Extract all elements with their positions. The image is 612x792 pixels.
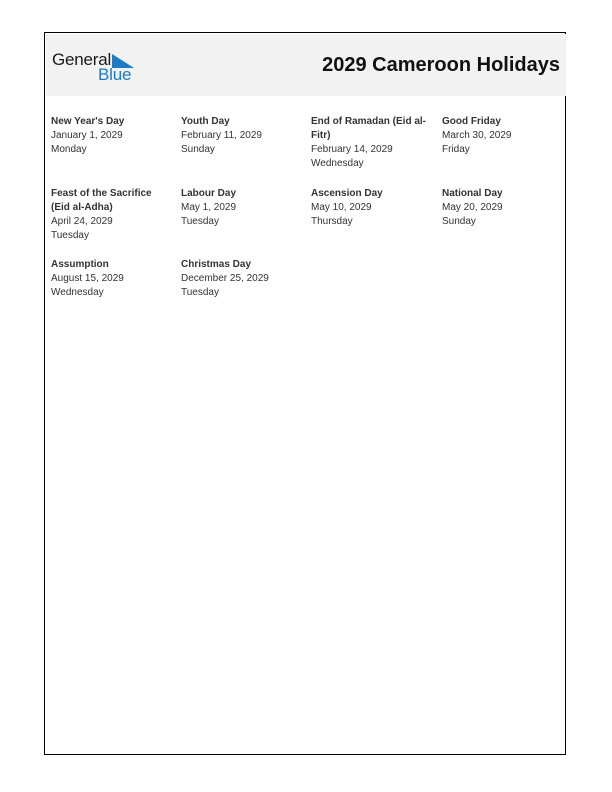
holiday-name: New Year's Day (51, 116, 125, 127)
holiday-item (181, 258, 305, 300)
holiday-item (181, 115, 305, 157)
holiday-item (442, 187, 566, 229)
holiday-item (311, 187, 435, 229)
page-title: 2029 Cameroon Holidays (322, 54, 560, 76)
holiday-date: December 25, 2029 (181, 273, 269, 284)
holiday-date: April 24, 2029 (51, 216, 113, 227)
holiday-weekday: Tuesday (181, 287, 219, 298)
holiday-date: February 11, 2029 (181, 130, 262, 141)
holiday-name: Ascension Day (311, 188, 383, 199)
holiday-weekday: Sunday (181, 144, 215, 155)
header-band (46, 34, 566, 96)
holiday-weekday: Thursday (311, 216, 353, 227)
holiday-weekday: Monday (51, 144, 87, 155)
holiday-name: Christmas Day (181, 259, 252, 270)
holiday-name: Youth Day (181, 116, 230, 127)
holiday-name: National Day (442, 188, 503, 199)
holiday-name: End of Ramadan (Eid al-Fitr) (311, 116, 427, 141)
holiday-date: May 20, 2029 (442, 202, 503, 213)
holiday-item (311, 115, 431, 171)
holiday-weekday: Sunday (442, 216, 476, 227)
holiday-weekday: Tuesday (181, 216, 219, 227)
holiday-name: Feast of the Sacrifice (Eid al-Adha) (51, 188, 152, 213)
logo-word-general: General (52, 50, 112, 69)
holiday-name: Assumption (51, 259, 109, 270)
holiday-date: May 1, 2029 (181, 202, 237, 213)
holiday-name: Labour Day (181, 188, 237, 199)
holiday-date: May 10, 2029 (311, 202, 372, 213)
holiday-weekday: Wednesday (311, 158, 364, 169)
holiday-weekday: Friday (442, 144, 470, 155)
logo-word-blue: Blue (98, 65, 132, 84)
holiday-date: January 1, 2029 (51, 130, 123, 141)
holiday-weekday: Wednesday (51, 287, 104, 298)
holiday-item (51, 187, 155, 243)
generalblue-logo (52, 50, 142, 84)
page-frame (44, 32, 566, 755)
holiday-item (51, 258, 175, 300)
holiday-weekday: Tuesday (51, 230, 89, 241)
holiday-date: February 14, 2029 (311, 144, 393, 155)
holiday-item (442, 115, 566, 157)
holiday-date: March 30, 2029 (442, 130, 512, 141)
holiday-item (181, 187, 305, 229)
holiday-name: Good Friday (442, 116, 501, 127)
holiday-item (51, 115, 175, 157)
holiday-date: August 15, 2029 (51, 273, 124, 284)
